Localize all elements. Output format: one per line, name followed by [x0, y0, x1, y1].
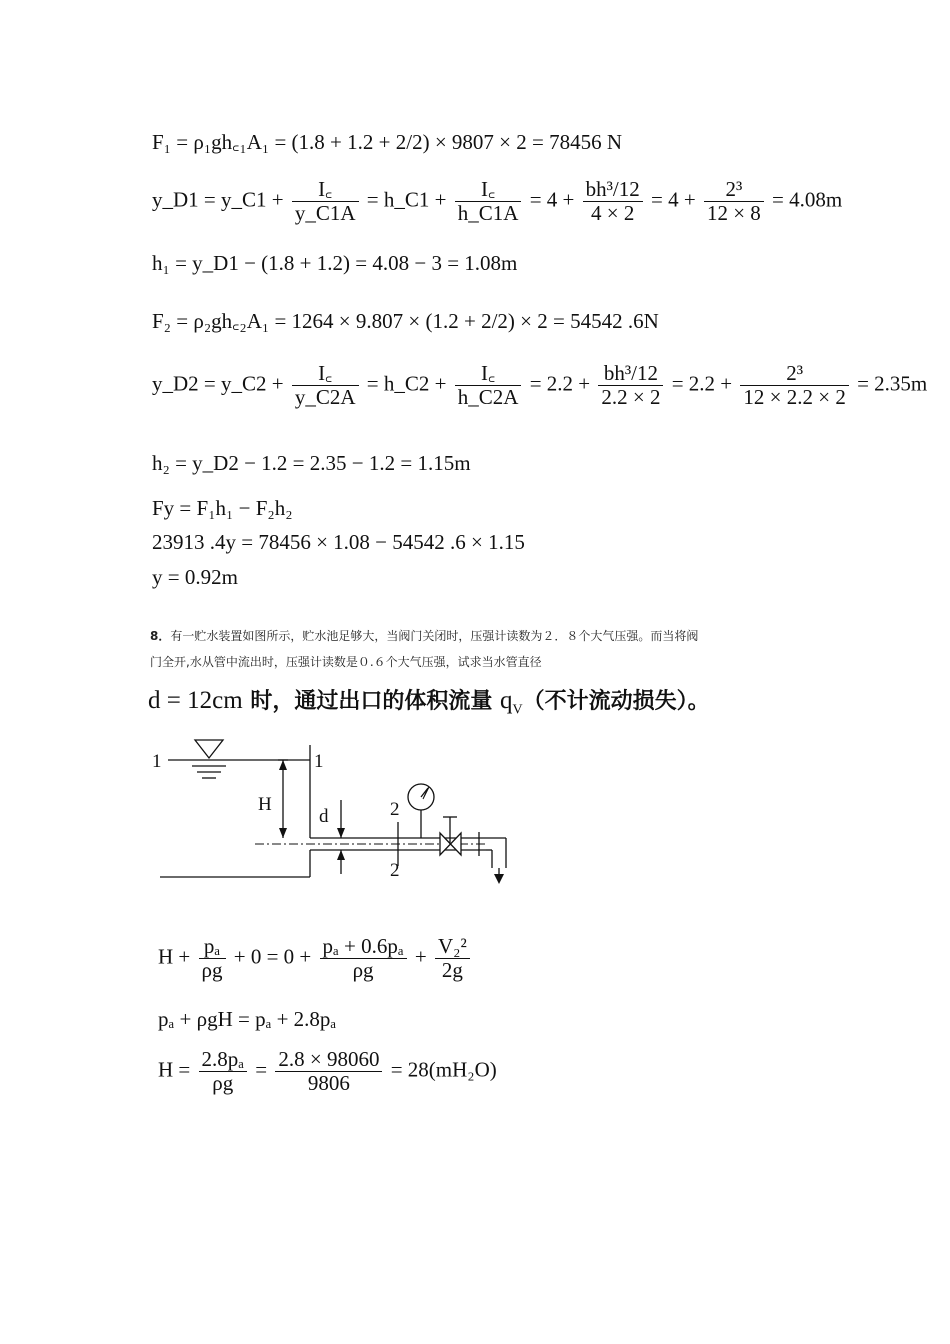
- eq-text: =: [255, 1057, 268, 1082]
- solution-pressure-balance: pₐ + ρgH = pₐ + 2.8pₐ: [158, 1007, 337, 1031]
- denominator: 12 × 8: [706, 201, 761, 225]
- numerator: V₂²: [435, 935, 470, 959]
- equation-moment-values: 23913 .4y = 78456 × 1.08 − 54542 .6 × 1.15: [152, 530, 525, 554]
- fraction: [199, 935, 226, 982]
- eq-text: y_D2 = y_C2 +: [152, 371, 284, 396]
- eq-text: +: [414, 944, 427, 969]
- diameter-label: d: [319, 806, 329, 827]
- section-2-bottom-label: 2: [390, 860, 400, 881]
- equation-y-result: y = 0.92m: [152, 565, 238, 589]
- eq-text: H +: [158, 944, 191, 969]
- equation-h2: h₂ = y_D2 − 1.2 = 2.35 − 1.2 = 1.15m: [152, 451, 471, 475]
- denominator: ρg: [212, 1071, 234, 1095]
- denominator: ρg: [352, 958, 374, 982]
- numerator: 2.8pₐ: [199, 1048, 248, 1072]
- denominator: 9806: [307, 1071, 350, 1095]
- section-1-right-label: 1: [314, 751, 324, 772]
- numerator: pₐ: [199, 935, 226, 959]
- numerator: bh³/12: [598, 362, 663, 386]
- numerator: I꜀: [292, 362, 359, 386]
- denominator: 2.2 × 2: [601, 385, 661, 409]
- section-2-top-label: 2: [390, 799, 400, 820]
- denominator: h_C2A: [457, 385, 519, 409]
- bold-text: 时，通过出口的体积流量: [242, 689, 500, 714]
- eq-text: = h_C1 +: [366, 187, 447, 212]
- solution-H-result: [158, 1048, 497, 1095]
- numerator: I꜀: [455, 362, 522, 386]
- eq-text: = 4 +: [651, 187, 696, 212]
- pipe-diameter-expr: d = 12cm: [148, 687, 243, 714]
- numerator: pₐ + 0.6pₐ: [320, 935, 407, 959]
- fraction: [275, 1048, 382, 1095]
- equation-F2: F₂ = ρ₂gh꜀₂A₁ = 1264 × 9.807 × (1.2 + 2/2) × 2 = 54542 .6N: [152, 309, 659, 333]
- height-label: H: [258, 794, 272, 815]
- equation-moment: Fy = F₁h₁ − F₂h₂: [152, 496, 293, 520]
- eq-text: = 2.2 +: [529, 371, 591, 396]
- valve-icon: [440, 817, 461, 855]
- equation-F1: F₁ = ρ₁gh꜀₁A₁ = (1.8 + 1.2 + 2/2) × 9807 × 2 = 78456 N: [152, 130, 623, 154]
- denominator: 4 × 2: [591, 201, 635, 225]
- flow-symbol-sub: V: [512, 702, 523, 718]
- fraction: [199, 1048, 248, 1095]
- numerator: 2³: [740, 362, 848, 386]
- denominator: 2g: [441, 958, 463, 982]
- eq-text: = 2.2 +: [671, 371, 733, 396]
- bold-text: （不计流动损失）。: [522, 689, 710, 714]
- problem-text: 有一贮水装置如图所示，贮水池足够大，当阀门关闭时，压强计读数为２．８个大气压强。而当将阀: [170, 629, 699, 643]
- flow-symbol: q: [499, 687, 513, 714]
- eq-text: = 4.08m: [772, 187, 843, 212]
- denominator: 12 × 2.2 × 2: [743, 385, 846, 409]
- equation-h1: h₁ = y_D1 − (1.8 + 1.2) = 4.08 − 3 = 1.08m: [152, 251, 518, 275]
- eq-text: H =: [158, 1057, 191, 1082]
- fraction: [435, 935, 470, 982]
- problem-statement-line2: 门全开,水从管中流出时，压强计读数是０.６个大气压强，试求当水管直径: [150, 655, 542, 669]
- numerator: I꜀: [455, 178, 522, 202]
- fraction: [320, 935, 407, 982]
- numerator: I꜀: [292, 178, 359, 202]
- section-1-left-label: 1: [152, 751, 162, 772]
- eq-text: = 4 +: [529, 187, 575, 212]
- eq-text: + 0 = 0 +: [233, 944, 312, 969]
- numerator: 2³: [704, 178, 764, 202]
- denominator: h_C1A: [457, 201, 519, 225]
- eq-text: = h_C2 +: [366, 371, 447, 396]
- numerator: bh³/12: [583, 178, 643, 202]
- denominator: y_C2A: [294, 385, 356, 409]
- eq-text: = 2.35m: [857, 371, 928, 396]
- eq-text: y_D1 = y_C1 +: [152, 187, 284, 212]
- denominator: y_C1A: [294, 201, 356, 225]
- solution-bernoulli: [158, 935, 473, 982]
- eq-text: = 28(mH₂O): [390, 1057, 497, 1082]
- denominator: ρg: [201, 958, 223, 982]
- problem-number: 8．: [150, 629, 171, 643]
- water-level-triangle-icon: [195, 740, 223, 758]
- numerator: 2.8 × 98060: [275, 1048, 382, 1072]
